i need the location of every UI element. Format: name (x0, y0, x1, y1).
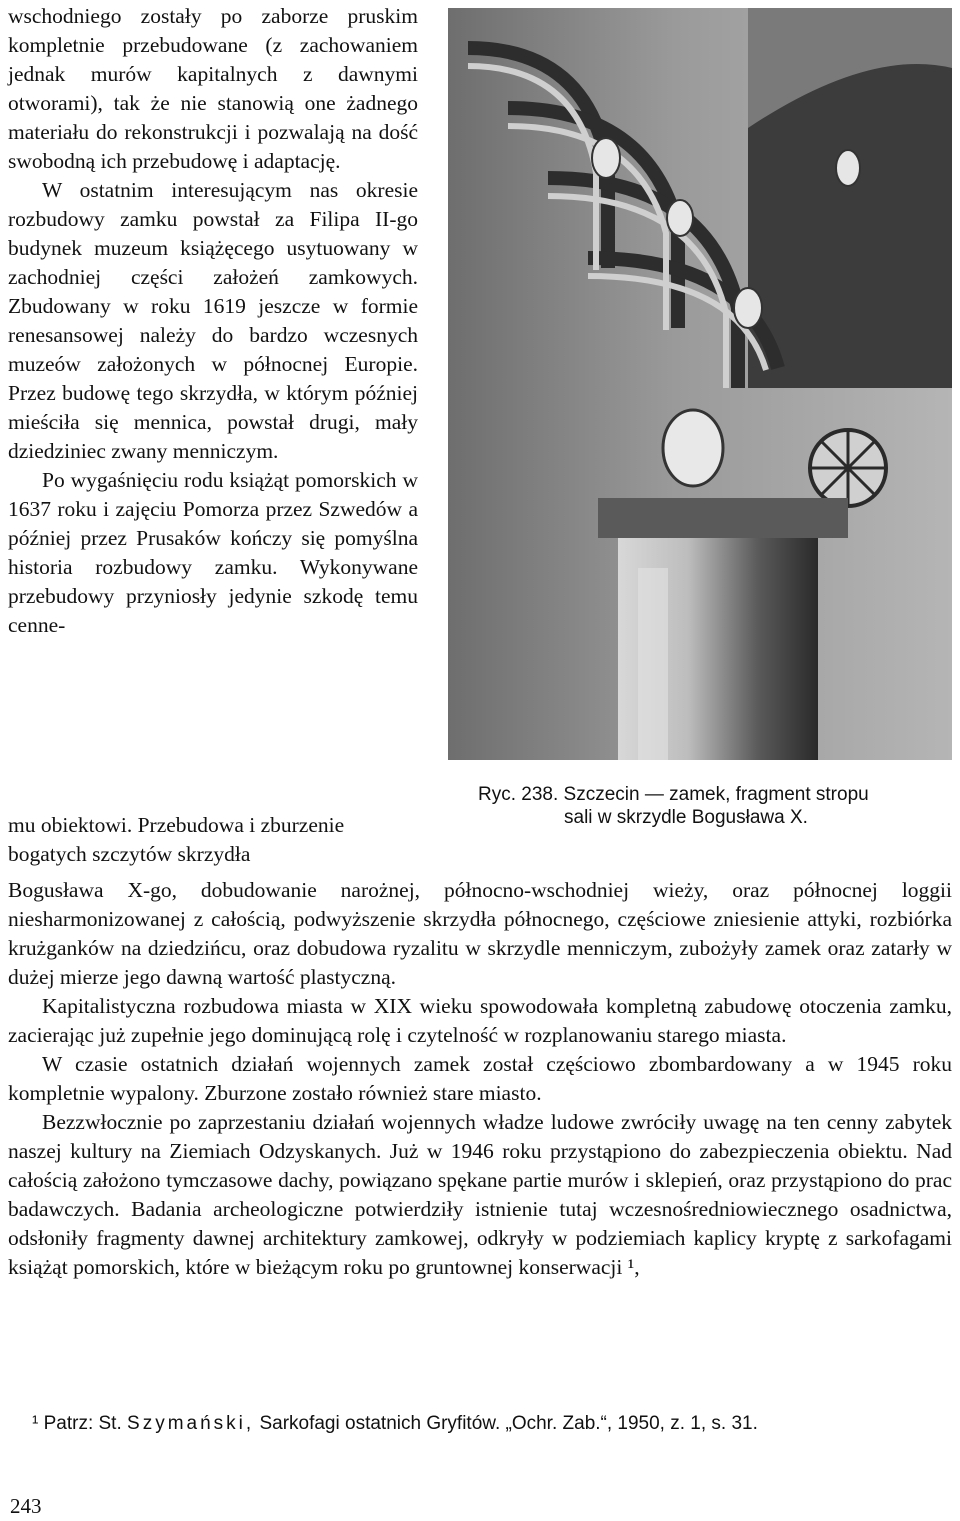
caption-line: sali w skrzydle Bogusława X. (564, 807, 808, 828)
footnote-prefix: Patrz: St. (43, 1413, 122, 1434)
paragraph: Bezzwłocznie po zaprzestaniu działań wojennych władze ludowe zwróciły uwagę na ten cenny zabytek naszej kultury na Ziemiach Odzyskanych. Już w 1946 roku przystąpiono do zabezpieczenia obiektu. Nad całością założono tymczasowe dachy, powiązano spękane partie murów i sklepień, oraz przystąpiono do prac badawczych. Badania archeologiczne potwierdziły istnienie tutaj wczesnośredniowiecznego osadnictwa, odsłoniły fragmenty dawnej architektury zamkowej, odkryły w podziemiach kaplicy kryptę z sarkofagami książąt pomorskich, które w bieżącym roku po gruntownej konserwacji ¹, (8, 1110, 952, 1279)
paragraph: Bogusława X-go, dobudowanie narożnej, północno-wschodniej wieży, oraz północnej loggii niesharmonizowanej z całością, podwyższenie skrzydła północnego, częściowe zniesienie attyki, rozbiórka krużganków na dziedzińcu, oraz dobudowa ryzalitu w skrzydle menniczym, zubożyły zamek oraz zatarły w dużej mierze jego dawną wartość plastyczną. (8, 878, 952, 989)
paragraph: wschodniego zostały po zaborze pruskim kompletnie przebudowane (z zachowaniem jednak murów kapitalnych z dawnymi otworami), tak że nie stanowią one żadnego materiału do rekonstrukcji i pozwalają na dość swobodną ich przebudowę i adaptację. (8, 4, 418, 173)
footnote (8, 1411, 952, 1437)
left-column-continuation (8, 789, 418, 890)
caption-line: Ryc. 238. Szczecin — zamek, fragment stropu (478, 784, 869, 805)
paragraph: Po wygaśnięciu rodu książąt pomorskich w 1637 roku i zajęciu Pomorza przez Szwedów a później przez Prusaków kończy się pomyślna historia rozbudowy zamku. Wykonywane przebudowy przyniosły jedynie szkodę temu cenne- (8, 468, 418, 637)
paragraph: Kapitalistyczna rozbudowa miasta w XIX wieku spowodowała kompletną zabudowę otoczenia zamku, zacierając już zupełnie jego dominującą rolę i czytelność w rozplanowaniu starego miasta. (8, 994, 952, 1047)
footnote-body: Sarkofagi ostatnich Gryfitów. „Ochr. Zab.“, 1950, z. 1, s. 31. (259, 1413, 758, 1434)
left-column-text (8, 2, 418, 640)
page-number: 243 (10, 1494, 42, 1518)
full-width-text (8, 876, 952, 1282)
footnote-author: Szymański, (127, 1413, 255, 1434)
paragraph: W czasie ostatnich działań wojennych zamek został częściowo zbombardowany a w 1945 roku kompletnie wypalony. Zburzone zostało również stare miasto. (8, 1052, 952, 1105)
paragraph: mu obiektowi. Przebudowa i zburzenie bogatych szczytów skrzydła (8, 812, 345, 866)
ceiling-photograph (448, 8, 952, 760)
ceiling-illustration (448, 8, 952, 760)
figure-caption (478, 783, 958, 829)
footnote-marker: ¹ (32, 1413, 39, 1434)
paragraph: W ostatnim interesującym nas okresie rozbudowy zamku powstał za Filipa II-go budynek muzeum książęcego usytuowany w zachodniej części założeń zamkowych. Zbudowany w roku 1619 jeszcze w formie renesansowej należy do bardzo wczesnych muzeów założonych w północnej Europie. Przez budowę tego skrzydła, w którym później mieściła się mennica, powstał drugi, mały dziedziniec zwany menniczym. (8, 178, 418, 463)
